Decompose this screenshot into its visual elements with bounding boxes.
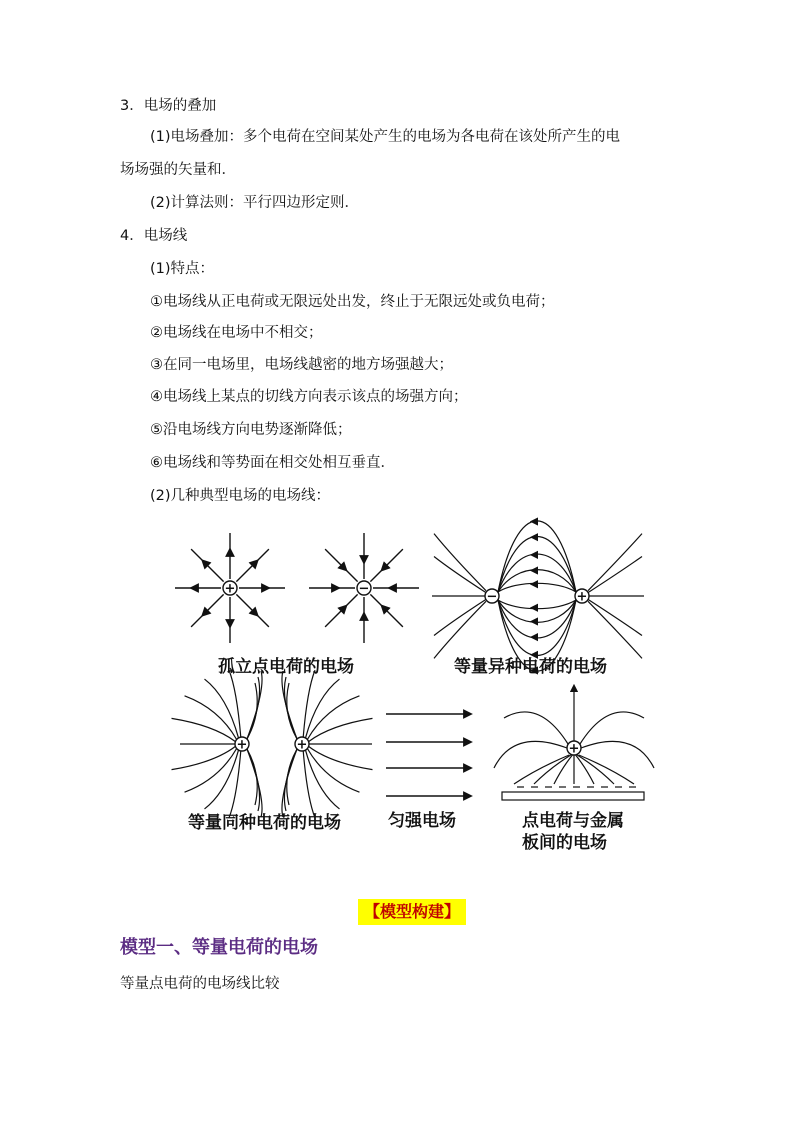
positive-charge-line [191,594,224,627]
feature-item-4: ④电场线上某点的切线方向表示该点的场强方向； [150,389,468,405]
model-building-banner: 【模型构建】 [358,899,466,925]
typical-fields-heading: (2)几种典型电场的电场线： [150,488,331,504]
same-right-line [309,746,373,769]
dipole-field-line [498,583,576,592]
same-inner-line [247,749,262,817]
uniform-field-diagram [386,714,468,796]
same-right-line [307,696,359,740]
dipole-field-line [498,521,576,592]
isolated-positive-charge-diagram [175,533,285,643]
caption-same-charges: 等量同种电荷的电场 [188,813,341,833]
feature-item-1: ①电场线从正电荷或无限远处出发，终止于无限远处或负电荷； [150,294,555,310]
feature-item-6: ⑥电场线和等势面在相交处相互垂直． [150,455,395,471]
plate-field-line [514,755,569,784]
opposite-charges-diagram [432,521,644,671]
same-left-charge-sign: + [236,737,248,753]
dipole-field-line [498,600,576,622]
calculation-rule: (2)计算法则：平行四边形定则． [150,195,360,211]
dipole-field-line [498,600,576,609]
superposition-paragraph-line2: 场场强的矢量和． [120,162,236,178]
positive-charge-line [191,549,224,582]
dipole-outer-line [434,599,486,635]
feature-item-5: ⑤沿电场线方向电势逐渐降低； [150,422,352,438]
positive-charge-line [236,549,269,582]
positive-charge-charge-sign: + [224,581,236,597]
section-4-heading: 4．电场线 [120,228,188,244]
same-left-line [172,718,236,741]
plate-field-line [579,755,634,784]
charge-plate-diagram [494,688,654,800]
caption-plate-line2: 板间的电场 [522,833,607,853]
plate-point-charge-sign: + [568,741,580,757]
negative-charge-line [325,594,358,627]
section-3-heading: 3．电场的叠加 [120,98,217,114]
plate-upper-line [504,712,568,744]
caption-uniform-field: 匀强电场 [388,811,456,831]
same-inner-line [287,683,297,739]
caption-plate-line1: 点电荷与金属 [522,811,624,831]
plate-side-line [581,741,654,768]
same-right-charge-sign: + [296,737,308,753]
same-left-line [172,746,236,769]
dipole-negative-charge-sign: − [486,589,498,605]
same-inner-line [282,749,297,817]
feature-item-3: ③在同一电场里，电场线越密的地方场强越大； [150,357,453,373]
same-right-line [307,748,359,792]
same-right-line [309,718,373,741]
same-inner-line [287,749,297,805]
same-inner-line [247,671,262,739]
same-inner-line [282,671,297,739]
same-left-line [185,748,237,792]
metal-plate [502,792,644,800]
negative-charge-line [325,549,358,582]
negative-charge-line [370,594,403,627]
plate-upper-line [580,712,644,744]
negative-charge-line [370,549,403,582]
positive-charge-line [236,594,269,627]
dipole-outer-line [434,556,486,592]
dipole-positive-charge-sign: + [576,589,588,605]
features-heading: (1)特点： [150,261,215,277]
feature-item-2: ②电场线在电场中不相交； [150,325,323,341]
isolated-negative-charge-diagram [309,533,419,643]
same-left-line [185,696,237,740]
caption-opposite-charges: 等量异种电荷的电场 [454,657,607,677]
model-one-title: 模型一、等量电荷的电场 [120,937,318,958]
superposition-paragraph-line1: (1)电场叠加：多个电荷在空间某处产生的电场为各电荷在该处所产生的电 [150,129,621,145]
caption-isolated-charge: 孤立点电荷的电场 [218,657,354,677]
model-description: 等量点电荷的电场线比较 [120,976,280,992]
same-inner-line [247,683,257,739]
same-inner-line [247,749,257,805]
negative-charge-charge-sign: − [358,581,370,597]
same-charges-diagram [172,670,373,818]
dipole-field-line [498,570,576,592]
plate-side-line [494,741,567,768]
electric-field-lines-figure [172,516,624,862]
